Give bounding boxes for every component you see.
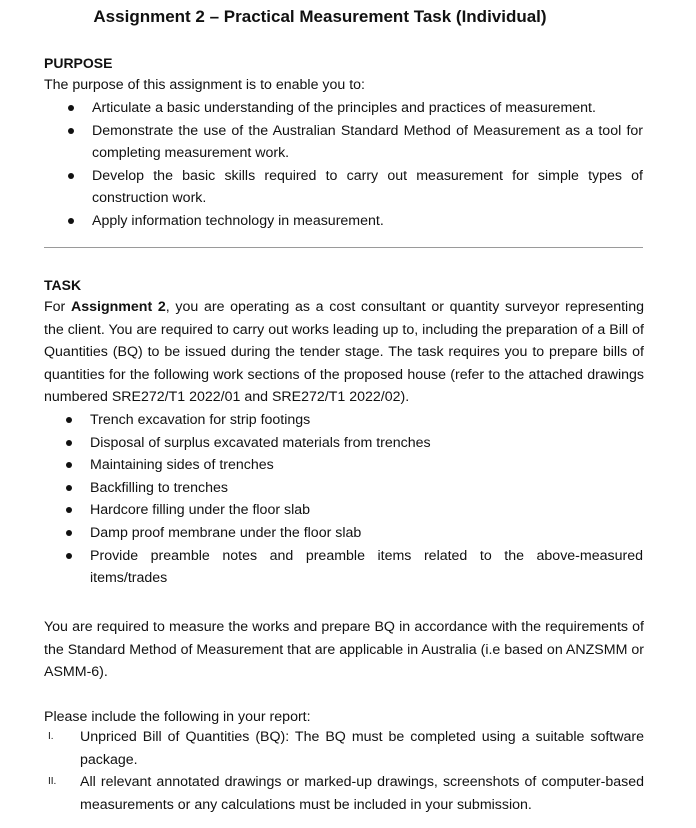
task-item: Maintaining sides of trenches: [66, 454, 643, 477]
roman-numeral: II.: [48, 776, 57, 788]
purpose-list: [68, 97, 643, 233]
task-item: Backfilling to trenches: [66, 477, 643, 500]
include-list: [44, 726, 644, 816]
task-item: Trench excavation for strip footings: [66, 409, 643, 432]
task-list: [66, 409, 643, 590]
assignment-name: Assignment 2: [70, 299, 166, 315]
bullet-icon: [68, 105, 74, 111]
include-item: I. Unpriced Bill of Quantities (BQ): The BQ must be completed using a suitable software package.: [44, 726, 644, 771]
bullet-icon: [66, 530, 72, 536]
purpose-item: Articulate a basic understanding of the principles and practices of measurement.: [68, 97, 643, 120]
roman-numeral: I.: [48, 731, 54, 742]
purpose-intro: The purpose of this assignment is to enable you to:: [44, 77, 365, 93]
section-divider: [44, 247, 643, 248]
bullet-icon: [68, 173, 74, 179]
bullet-icon: [66, 440, 72, 446]
purpose-item: Demonstrate the use of the Australian Standard Method of Measurement as a tool for completing measurement work.: [68, 120, 643, 165]
measure-paragraph: You are required to measure the works and prepare BQ in accordance with the requirements of the Standard Method of Measurement that are applicable in Australia (i.e based on ANZSMM or ASMM-6).: [44, 619, 644, 681]
page-title: Assignment 2 – Practical Measurement Task (Individual): [93, 7, 547, 26]
bullet-icon: [68, 128, 74, 134]
include-item: II. All relevant annotated drawings or marked-up drawings, screenshots of computer-based measurements or any calculations must be included in your submission.: [44, 771, 644, 816]
task-item: Disposal of surplus excavated materials from trenches: [66, 432, 643, 455]
bullet-icon: [66, 553, 72, 559]
purpose-item: Develop the basic skills required to carry out measurement for simple types of construction work.: [68, 165, 643, 210]
task-paragraph: For Assignment 2, you are operating as a cost consultant or quantity surveyor representing the client. You are required to carry out works leading up to, including the preparation of a Bill of Quantities (BQ) to be issued during the tender stage. The task requires you to prepare bills of quantities for the following work sections of the proposed house (refer to the attached drawings numbered SRE272/T1 2022/01 and SRE272/T1 2022/02).: [44, 299, 644, 406]
bullet-icon: [66, 485, 72, 491]
bullet-icon: [68, 218, 74, 224]
purpose-heading: PURPOSE: [44, 55, 113, 71]
task-item: Hardcore filling under the floor slab: [66, 499, 643, 522]
task-heading: TASK: [44, 277, 82, 293]
task-item: Damp proof membrane under the floor slab: [66, 522, 643, 545]
task-item: Provide preamble notes and preamble items related to the above-measured items/trades: [66, 545, 643, 590]
purpose-item: Apply information technology in measurement.: [68, 210, 643, 233]
include-intro: Please include the following in your report:: [44, 709, 311, 725]
bullet-icon: [66, 417, 72, 423]
